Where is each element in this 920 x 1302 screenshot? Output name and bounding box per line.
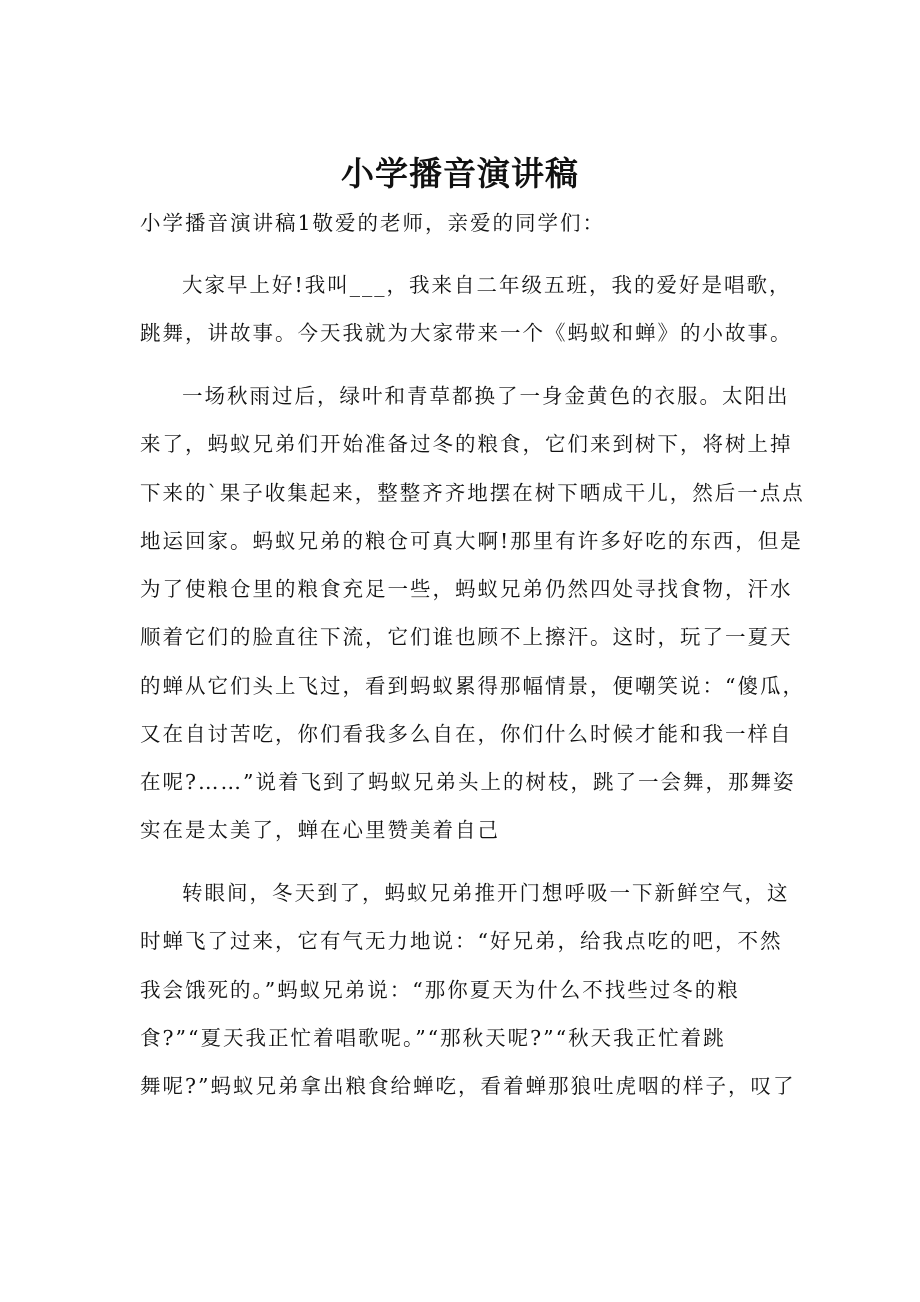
- text-line: 来了，蚂蚁兄弟们开始准备过冬的粮食，它们来到树下，将树上掉: [140, 432, 793, 456]
- text-line: 又在自讨苦吃，你们看我多么自在，你们什么时候才能和我一样自: [140, 722, 793, 746]
- document-title: 小学播音演讲稿: [341, 154, 579, 193]
- text-line: 时蝉飞了过来，它有气无力地说：“好兄弟，给我点吃的吧，不然: [140, 929, 783, 953]
- text-line: 下来的`果子收集起来，整整齐齐地摆在树下晒成干儿，然后一点点: [140, 481, 805, 505]
- text-line: 地运回家。蚂蚁兄弟的粮仓可真大啊!那里有许多好吃的东西，但是: [140, 529, 803, 553]
- text-line: 跳舞，讲故事。今天我就为大家带来一个《蚂蚁和蝉》的小故事。: [140, 321, 793, 345]
- text-line: 食?”“夏天我正忙着唱歌呢。”“那秋天呢?”“秋天我正忙着跳: [140, 1026, 726, 1050]
- text-line: 舞呢?”蚂蚁兄弟拿出粮食给蝉吃，看着蝉那狼吐虎咽的样子，叹了: [140, 1074, 796, 1098]
- text-line: 在呢?……”说着飞到了蚂蚁兄弟头上的树枝，跳了一会舞，那舞姿: [140, 770, 796, 794]
- text-line: 的蝉从它们头上飞过，看到蚂蚁累得那幅情景，便嘲笑说：“傻瓜，: [140, 674, 805, 698]
- text-line: 小学播音演讲稿1敬爱的老师，亲爱的同学们：: [140, 211, 606, 235]
- text-line: 我会饿死的。”蚂蚁兄弟说：“那你夏天为什么不找些过冬的粮: [140, 978, 740, 1002]
- text-line: 为了使粮仓里的粮食充足一些，蚂蚁兄弟仍然四处寻找食物，汗水: [140, 577, 793, 601]
- text-line: 转眼间，冬天到了，蚂蚁兄弟推开门想呼吸一下新鲜空气，这: [182, 881, 790, 905]
- text-line: 大家早上好!我叫___，我来自二年级五班，我的爱好是唱歌，: [182, 273, 792, 297]
- text-line: 一场秋雨过后，绿叶和青草都换了一身金黄色的衣服。太阳出: [182, 384, 790, 408]
- text-line: 顺着它们的脸直往下流，它们谁也顾不上擦汗。这时，玩了一夏天: [140, 625, 793, 649]
- text-line: 实在是太美了，蝉在心里赞美着自己: [140, 818, 500, 842]
